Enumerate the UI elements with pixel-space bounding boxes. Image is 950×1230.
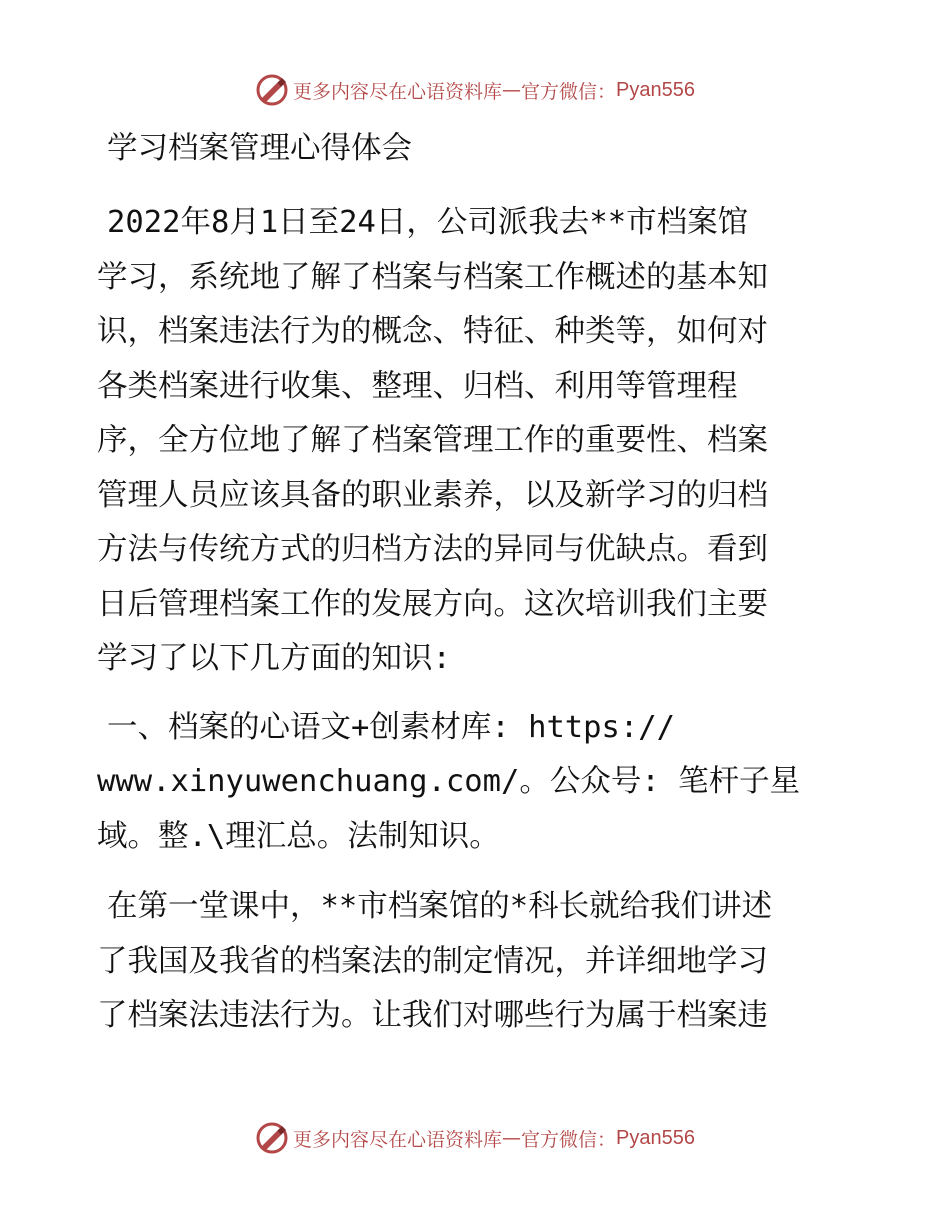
paragraph-line: 各类档案进行收集、整理、归档、利用等管理程 [97, 368, 738, 404]
watermark-wechat-id: Pyan556 [616, 78, 695, 101]
paragraph-line: 域。整.\理汇总。法制知识。 [97, 818, 500, 854]
document-body [97, 122, 857, 1068]
watermark-brand: 更多内容尽在心语资料库 [293, 80, 503, 103]
watermark-banner-top [0, 70, 950, 110]
paragraph-line: 日后管理档案工作的发展方向。这次培训我们主要 [97, 586, 768, 622]
paragraph-first-lesson [97, 880, 857, 1044]
paragraph-line: 学习了以下几方面的知识: [97, 641, 451, 676]
paragraph-section-one [97, 701, 857, 865]
paragraph-line: 序，全方位地了解了档案管理工作的重要性、档案 [97, 423, 768, 458]
watermark-wechat-id: Pyan556 [616, 1126, 695, 1149]
watermark-wechat-label: 官方微信： [521, 1128, 617, 1151]
paragraph-line: 方法与传统方式的归档方法的异同与优缺点。看到 [97, 532, 768, 567]
pen-logo-icon [255, 73, 289, 107]
paragraph-line: 学习，系统地了解了档案与档案工作概述的基本知 [97, 259, 768, 295]
paragraph-line: 在第一堂课中，**市档案馆的*科长就给我们讲述 [107, 889, 773, 924]
paragraph-line: 了我国及我省的档案法的制定情况，并详细地学习 [97, 943, 768, 979]
paragraph-line: 了档案法违法行为。让我们对哪些行为属于档案违 [97, 998, 768, 1033]
watermark-wechat-label: 官方微信： [521, 80, 617, 103]
paragraph-line: 识，档案违法行为的概念、特征、种类等，如何对 [97, 314, 768, 349]
paragraph-line: 一、档案的心语文+创素材库: https:// [107, 709, 675, 745]
paragraph-intro [97, 196, 857, 687]
paragraph-line: 管理人员应该具备的职业素养，以及新学习的归档 [97, 477, 768, 513]
document-title: 学习档案管理心得体会 [107, 131, 412, 166]
watermark-banner-bottom [0, 1118, 950, 1158]
watermark-separator: — [502, 1127, 522, 1149]
paragraph-line: www.xinyuwenchuang.com/。公众号: 笔杆子星 [97, 764, 801, 799]
watermark-brand: 更多内容尽在心语资料库 [293, 1128, 503, 1151]
paragraph-line: 2022年8月1日至24日，公司派我去**市档案馆 [107, 205, 749, 240]
pen-logo-icon [255, 1121, 289, 1155]
watermark-separator: — [502, 79, 522, 101]
